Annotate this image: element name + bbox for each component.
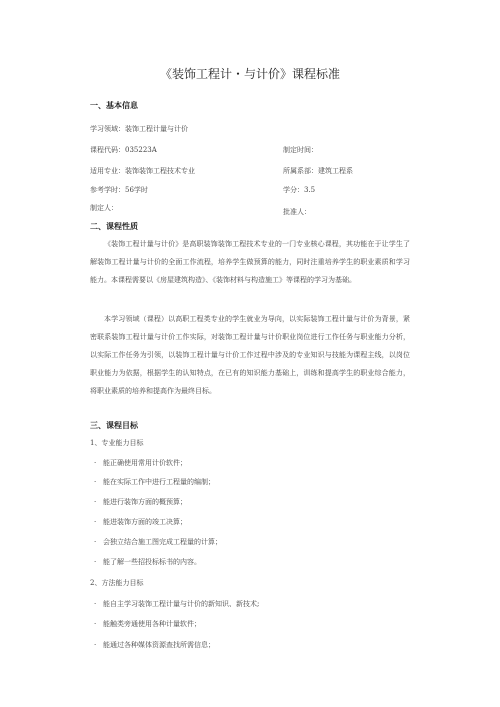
info-hours: 参考学时：56学时 [90,186,148,194]
bullet-icon: · [94,558,97,566]
section-heading-course-nature: 二、课程性质 [90,222,138,231]
info-approver: 批准人： [283,208,311,216]
list-item: · 会独立结合施工图完成工程量的计算； [94,538,222,546]
bullet-icon: · [94,518,97,526]
section-heading-basic-info: 一、基本信息 [90,101,138,110]
info-course-code: 课程代码：035223A [90,146,157,154]
list-item: · 能进装饰方面的竣工决算； [94,518,187,526]
paragraph-course-nature-2: 本学习领域（课程）以高职工程类专业的学生就业为导向，以实际装饰工程计量与计价为背景，紧密联系装饰工程计量与计价工作实际，对装饰工程计量与计价职业岗位进行工作任务与职业能力分析，以实际工作任务为引领，以装饰工程计量与计价工作过程中涉及的专业知识与技能为课程主线，以岗位职业能力为依据，根据学生的认知特点，在已有的知识能力基础上，训练和提高学生的职业综合能力，将职业素质的培养和提高作为最终目标。 [90,315,410,395]
subheading-method-ability: 2、方法能力目标 [90,579,144,587]
bullet-icon: · [94,498,97,506]
info-credits: 学分：3.5 [283,186,316,194]
section-heading-course-goals: 三、课程目标 [90,421,138,430]
list-item: · 能正确使用常用计价软件； [94,459,187,467]
info-department: 所属系部：建筑工程系 [283,167,353,175]
bullet-icon: · [94,600,97,608]
bullet-icon: · [94,459,97,467]
bullet-icon: · [94,620,97,628]
bullet-icon: · [94,538,97,546]
list-item: · 能进行装饰方面的概预算； [94,498,187,506]
list-item: · 能在实际工作中进行工程量的编制； [94,478,215,486]
bullet-icon: · [94,641,97,649]
paragraph-course-nature-1: 《装饰工程计量与计价》是高职装饰装饰工程技术专业的一门专业核心课程，其功能在于让学生了解装饰工程计量与计价的全面工作流程，培养学生做预算的能力，同时注重培养学生的职业素质和学习能力。本课程需要以《房屋建筑构造》、《装饰材料与构造施工》等课程的学习为基础。 [90,240,410,284]
bullet-icon: · [94,478,97,486]
info-study-field: 学习领域：装饰工程计量与计价 [90,125,188,133]
info-major: 适用专业：装饰装饰工程技术专业 [90,167,195,175]
list-item: · 能自主学习装饰工程计量与计价的新知识、新技术; [94,600,260,608]
subheading-professional-ability: 1、专业能力目标 [90,439,144,447]
document-title: 《装饰工程计・与计价》课程标准 [159,67,340,81]
list-item: · 能通过各种媒体资源查找所需信息； [94,641,215,649]
list-item: · 能了解一些招投标标书的内容。 [94,558,201,566]
info-author: 制定人： [90,204,118,212]
info-made-time: 制定时间： [283,146,318,154]
list-item: · 能触类旁通使用各种计量软件； [94,620,201,628]
